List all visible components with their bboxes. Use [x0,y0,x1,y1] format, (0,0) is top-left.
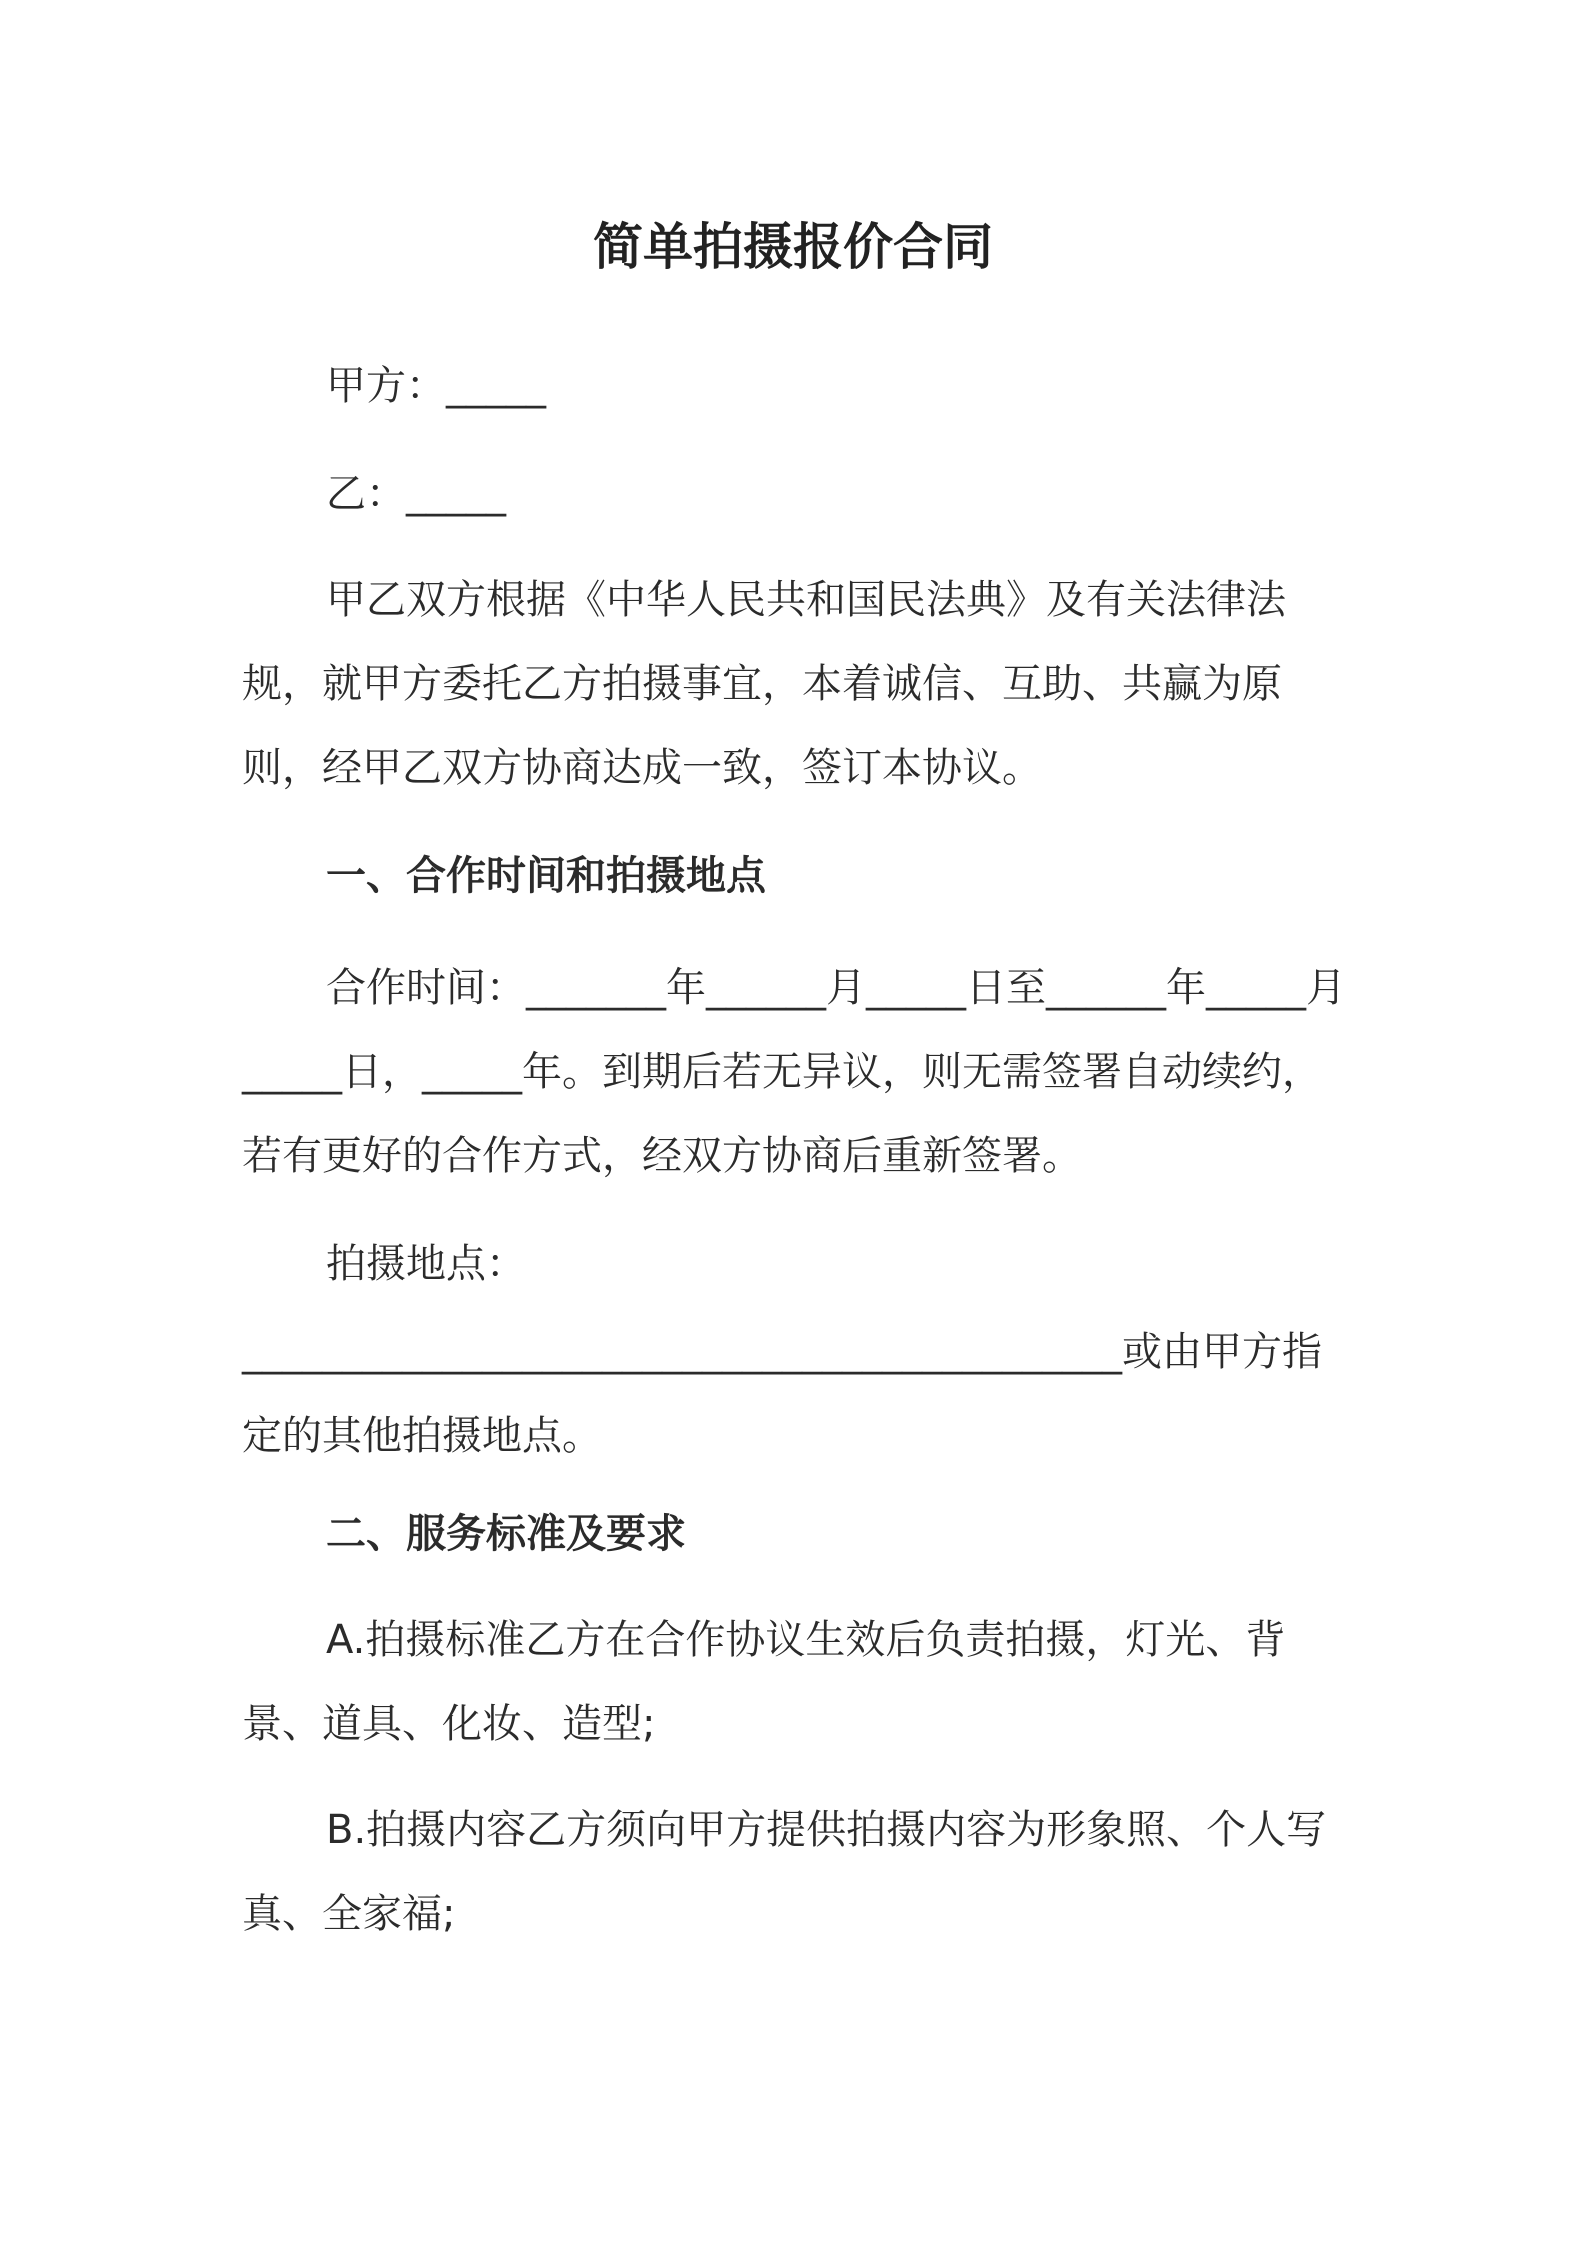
party-b-line: 乙：_____ [326,471,506,517]
item-a-paragraph: A.拍摄标准乙方在合作协议生效后负责拍摄，灯光、背景、道具、化妆、造型; [242,1617,1286,1747]
document-title: 简单拍摄报价合同 [593,218,993,276]
section-1-heading: 一、合作时间和拍摄地点 [326,853,766,899]
cooperation-time-paragraph: 合作时间：_______年______月_____日至______年_____月_____日，_____年。到期后若无异议，则无需签署自动续约，若有更好的合作方式，经双方协商后重新签署。 [242,965,1346,1179]
item-b-paragraph: B.拍摄内容乙方须向甲方提供拍摄内容为形象照、个人写真、全家福; [242,1807,1327,1937]
location-label: 拍摄地点： [326,1241,526,1287]
section-2-heading: 二、服务标准及要求 [326,1511,686,1557]
party-a-line: 甲方：_____ [326,363,546,409]
intro-paragraph: 甲乙双方根据《中华人民共和国民法典》及有关法律法规，就甲方委托乙方拍摄事宜，本着诚信、互助、共赢为原则，经甲乙双方协商达成一致，签订本协议。 [242,577,1286,791]
location-paragraph: ____________________________________________或由甲方指定的其他拍摄地点。 [242,1329,1322,1459]
